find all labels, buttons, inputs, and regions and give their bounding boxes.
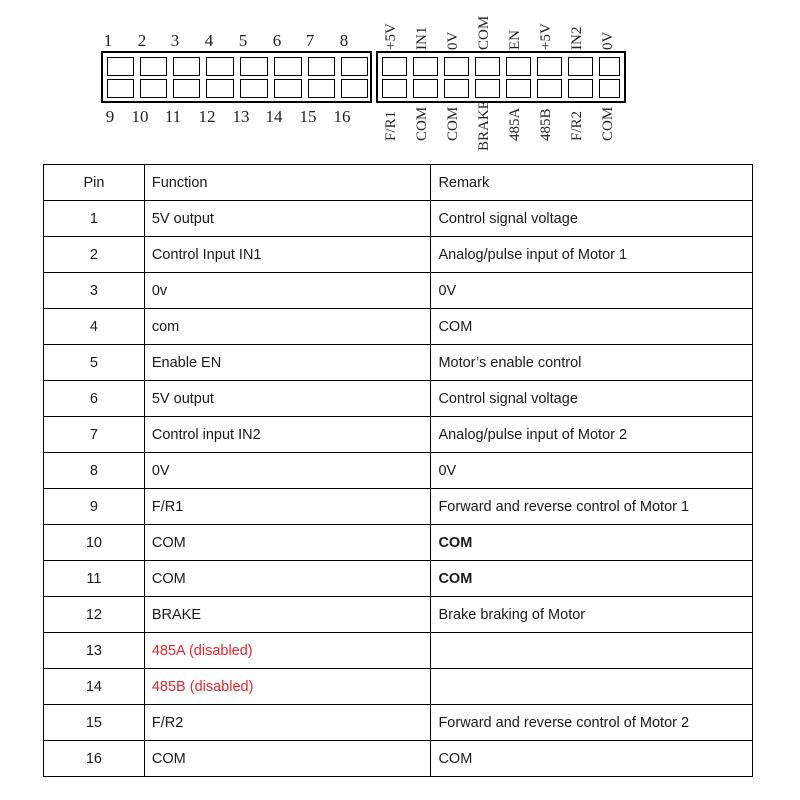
cell-function: COM	[144, 525, 431, 561]
signal-label: +5V	[538, 23, 554, 50]
cell-function: 0V	[144, 453, 431, 489]
cell-remark	[431, 669, 753, 705]
cell-pin: 1	[44, 201, 145, 237]
signal-label: 0V	[600, 31, 616, 50]
cell-remark: COM	[431, 309, 753, 345]
cell-function: COM	[144, 741, 431, 777]
cell-pin: 10	[44, 525, 145, 561]
connector-left-grid	[101, 51, 372, 103]
cell-remark: COM	[431, 525, 753, 561]
signal-label: COM	[445, 106, 461, 141]
table-row	[44, 453, 753, 489]
pin-number: 14	[265, 107, 283, 126]
pin-number: 6	[272, 31, 282, 50]
table-row	[44, 741, 753, 777]
signal-label: COM	[600, 106, 616, 141]
cell-pin: 6	[44, 381, 145, 417]
pin-function-table	[43, 164, 753, 777]
pin-number: 4	[204, 31, 214, 50]
signal-label: IN1	[414, 26, 430, 50]
table-row	[44, 237, 753, 273]
cell-function: COM	[144, 561, 431, 597]
signal-label: +5V	[383, 23, 399, 50]
cell-function: Control input IN2	[144, 417, 431, 453]
cell-pin: 15	[44, 705, 145, 741]
header-remark: Remark	[431, 165, 753, 201]
pin-number: 2	[137, 31, 147, 50]
table-row	[44, 633, 753, 669]
table-row	[44, 201, 753, 237]
pin-number: 13	[232, 107, 250, 126]
pin-number: 15	[299, 107, 317, 126]
cell-pin: 8	[44, 453, 145, 489]
cell-remark: Analog/pulse input of Motor 2	[431, 417, 753, 453]
connector-right-grid	[376, 51, 626, 103]
cell-remark: COM	[431, 561, 753, 597]
table-row	[44, 381, 753, 417]
cell-remark: Forward and reverse control of Motor 1	[431, 489, 753, 525]
signal-label: 485A	[507, 107, 523, 141]
cell-function: BRAKE	[144, 597, 431, 633]
table-row	[44, 525, 753, 561]
pin-number: 10	[131, 107, 149, 126]
cell-remark: Forward and reverse control of Motor 2	[431, 705, 753, 741]
signal-label: F/R2	[569, 110, 585, 141]
signal-label: F/R1	[383, 110, 399, 141]
pin-number: 8	[339, 31, 349, 50]
cell-remark: Motor’s enable control	[431, 345, 753, 381]
cell-pin: 14	[44, 669, 145, 705]
cell-remark: Analog/pulse input of Motor 1	[431, 237, 753, 273]
header-pin: Pin	[44, 165, 145, 201]
pin-number: 1	[103, 31, 113, 50]
cell-remark: Control signal voltage	[431, 201, 753, 237]
signal-label: 485B	[538, 108, 554, 141]
cell-function: F/R2	[144, 705, 431, 741]
cell-pin: 3	[44, 273, 145, 309]
table-row	[44, 561, 753, 597]
cell-function: 5V output	[144, 381, 431, 417]
signal-label: COM	[476, 15, 492, 50]
table-row	[44, 597, 753, 633]
cell-remark: 0V	[431, 453, 753, 489]
pin-number: 7	[305, 31, 315, 50]
cell-remark: Brake braking of Motor	[431, 597, 753, 633]
cell-function: 0v	[144, 273, 431, 309]
cell-remark	[431, 633, 753, 669]
signal-label: 0V	[445, 31, 461, 50]
cell-function: Enable EN	[144, 345, 431, 381]
cell-pin: 11	[44, 561, 145, 597]
cell-function-disabled: 485A (disabled)	[144, 633, 431, 669]
signal-label: IN2	[569, 26, 585, 50]
cell-function-disabled: 485B (disabled)	[144, 669, 431, 705]
cell-function: Control Input IN1	[144, 237, 431, 273]
pin-number: 3	[170, 31, 180, 50]
cell-function: F/R1	[144, 489, 431, 525]
table-row	[44, 309, 753, 345]
signal-label: COM	[414, 106, 430, 141]
table-row	[44, 273, 753, 309]
cell-pin: 5	[44, 345, 145, 381]
pin-number: 16	[333, 107, 351, 126]
cell-pin: 16	[44, 741, 145, 777]
cell-remark: Control signal voltage	[431, 381, 753, 417]
cell-pin: 7	[44, 417, 145, 453]
pin-number: 11	[164, 107, 182, 126]
cell-remark: 0V	[431, 273, 753, 309]
cell-pin: 2	[44, 237, 145, 273]
pin-number: 9	[105, 107, 115, 126]
pin-number: 12	[198, 107, 216, 126]
signal-label: BRAKE	[476, 100, 492, 151]
cell-function: 5V output	[144, 201, 431, 237]
pin-number: 5	[238, 31, 248, 50]
cell-function: com	[144, 309, 431, 345]
table-row	[44, 417, 753, 453]
table-header-row	[44, 165, 753, 201]
cell-pin: 12	[44, 597, 145, 633]
cell-pin: 13	[44, 633, 145, 669]
table-row	[44, 669, 753, 705]
table-row	[44, 705, 753, 741]
table-row	[44, 345, 753, 381]
cell-pin: 9	[44, 489, 145, 525]
header-function: Function	[144, 165, 431, 201]
cell-pin: 4	[44, 309, 145, 345]
signal-label: EN	[507, 30, 523, 50]
table-row	[44, 489, 753, 525]
cell-remark: COM	[431, 741, 753, 777]
